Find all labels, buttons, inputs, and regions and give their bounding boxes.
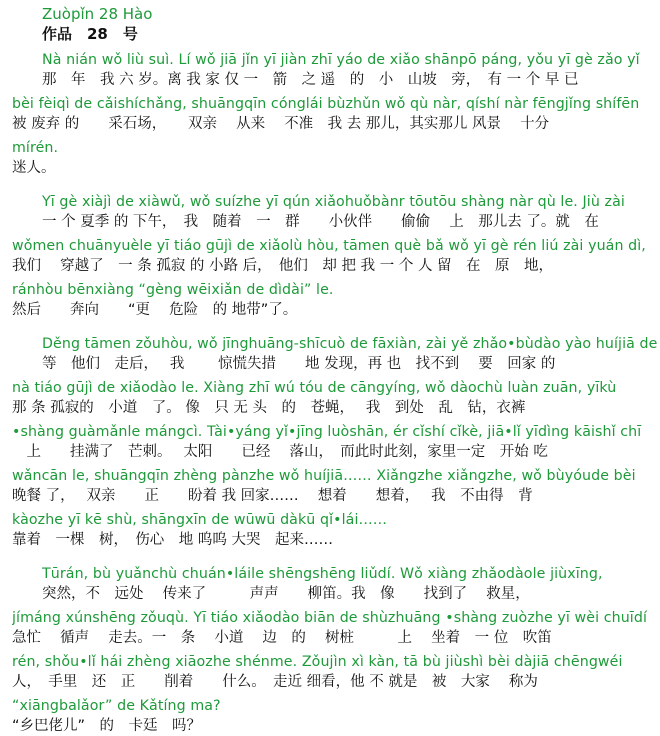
hanzi-line: 晚餐 了， 双亲 正 盼着 我 回家…… 想着 想着， 我 不由得 背 xyxy=(12,488,533,504)
paragraph-4 xyxy=(12,564,650,736)
title-pinyin: Zuòpǐn 28 Hào xyxy=(42,5,153,23)
hanzi-line: “乡巴佬儿” 的 卡廷 吗？ xyxy=(12,718,202,734)
hanzi-line: 上 挂满了 芒刺。 太阳 已经 落山， 而此时此刻，家里一定 开始 吃 xyxy=(12,444,548,460)
pinyin-line: Nà nián wǒ liù suì. Lí wǒ jiā jǐn yī jiàn zhī yáo de xiǎo shānpō páng, yǒu yī gè zǎo yǐ xyxy=(42,52,640,68)
pinyin-line: rén, shǒu•lǐ hái zhèng xiāozhe shénme. Zǒujìn xì kàn, tā bù jiùshì bèi dàjiā chēngwéi xyxy=(12,654,623,670)
pinyin-line: Yī gè xiàjì de xiàwǔ, wǒ suízhe yī qún xiǎohuǒbànr tōutōu shàng nàr qù le. Jiù zài xyxy=(42,194,625,210)
hanzi-line: 等 他们 走后， 我 惊慌失措 地 发现，再 也 找不到 要 回家 的 xyxy=(42,356,556,372)
hanzi-line: 我们 穿越了 一 条 孤寂 的 小路 后， 他们 却 把 我 一 个 人 留 在 原 地， xyxy=(12,258,554,274)
paragraph-1 xyxy=(12,50,650,178)
pinyin-line: Děng tāmen zǒuhòu, wǒ jīnghuāng-shīcuò de fāxiàn, zài yě zhǎo•bùdào yào huíjiā de xyxy=(42,336,658,352)
hanzi-line: 一 个 夏季 的 下午， 我 随着 一 群 小伙伴 偷偷 上 那儿去 了。就 在 xyxy=(42,214,599,230)
hanzi-line: 被 废弃 的 采石场， 双亲 从来 不准 我 去 那儿，其实那儿 风景 十分 xyxy=(12,116,550,132)
pinyin-line: kàozhe yī kē shù, shāngxīn de wūwū dàkū qǐ•lái…… xyxy=(12,512,388,528)
pinyin-line: wǎncān le, shuāngqīn zhèng pànzhe wǒ huíjiā…… Xiǎngzhe xiǎngzhe, wǒ bùyóude bèi xyxy=(12,468,636,484)
hanzi-line: 靠着 一棵 树， 伤心 地 呜呜 大哭 起来…… xyxy=(12,532,333,548)
pinyin-line: nà tiáo gūjì de xiǎodào le. Xiàng zhī wú tóu de cāngyíng, wǒ dàochù luàn zuān, yīkù xyxy=(12,380,617,396)
paragraph-3 xyxy=(12,334,658,550)
pinyin-line: bèi fèiqì de cǎishíchǎng, shuāngqīn cónglái bùzhǔn wǒ qù nàr, qíshí nàr fēngjǐng shífēn xyxy=(12,96,640,112)
hanzi-line: 人， 手里 还 正 削着 什么。 走近 细看，他 不 就是 被 大家 称为 xyxy=(12,674,538,690)
pinyin-line: jímáng xúnshēng zǒuqù. Yī tiáo xiǎodào biān de shùzhuāng •shàng zuòzhe yī wèi chuīdí xyxy=(12,610,647,626)
pinyin-line: wǒmen chuānyuèle yī tiáo gūjì de xiǎolù hòu, tāmen què bǎ wǒ yī gè rén liú zài yuán dì, xyxy=(12,238,646,254)
paragraph-2 xyxy=(12,192,650,320)
hanzi-line: 迷人。 xyxy=(12,160,56,176)
hanzi-line: 那 年 我 六 岁。离 我 家 仅 一 箭 之 遥 的 小 山坡 旁， 有 一 个 早 已 xyxy=(42,72,579,88)
pinyin-line: Tūrán, bù yuǎnchù chuán•láile shēngshēng liǔdí. Wǒ xiàng zhǎodàole jiùxīng, xyxy=(42,566,603,582)
hanzi-line: 突然，不 远处 传来了 声声 柳笛。我 像 找到了 救星， xyxy=(42,586,530,602)
title-hanzi: 作品 28 号 xyxy=(42,25,138,43)
pinyin-line: •shàng guàmǎnle mángcì. Tài•yáng yǐ•jīng luòshān, ér cǐshí cǐkè, jiā•lǐ yīdìng kāishǐ chī xyxy=(12,424,642,440)
hanzi-line: 那 条 孤寂的 小道 了。 像 只 无 头 的 苍蝇， 我 到处 乱 钻，衣裤 xyxy=(12,400,526,416)
pinyin-line: “xiāngbalǎor” de Kǎtíng ma? xyxy=(12,698,221,714)
pinyin-line: mírén. xyxy=(12,140,59,156)
hanzi-line: 急忙 循声 走去。一 条 小道 边 的 树桩 上 坐着 一 位 吹笛 xyxy=(12,630,552,646)
hanzi-line: 然后 奔向 “更 危险 的 地带”了。 xyxy=(12,302,298,318)
pinyin-line: ránhòu bēnxiàng “gèng wēixiǎn de dìdài” le. xyxy=(12,282,334,298)
